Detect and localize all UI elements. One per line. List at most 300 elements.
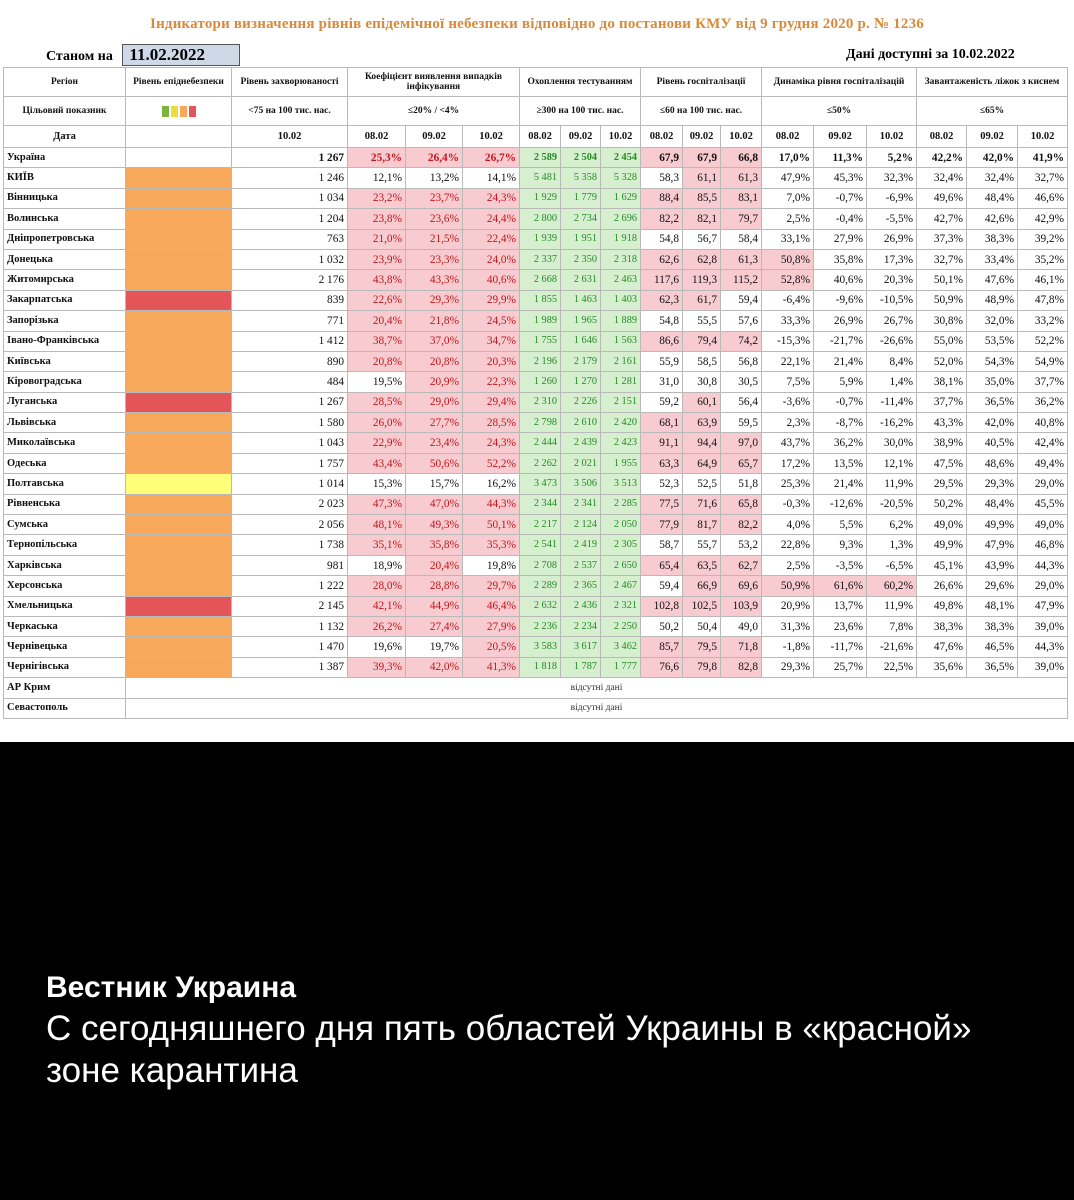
- dynamics-value: 22,5%: [867, 657, 917, 677]
- dynamics-value: 11,3%: [814, 148, 867, 168]
- detection-value: 46,4%: [463, 596, 520, 616]
- date-cell: 08.02: [762, 126, 814, 148]
- hospitalization-value: 59,4: [641, 576, 683, 596]
- region-name: Полтавська: [4, 474, 126, 494]
- dynamics-value: 7,0%: [762, 188, 814, 208]
- dynamics-value: -0,3%: [762, 494, 814, 514]
- table-row: [4, 535, 1068, 555]
- incidence-value: 2 023: [232, 494, 348, 514]
- date-cell: 10.02: [601, 126, 641, 148]
- testing-value: 2 467: [601, 576, 641, 596]
- hospitalization-value: 102,8: [641, 596, 683, 616]
- danger-level-swatch: [126, 596, 232, 616]
- table-row: [4, 433, 1068, 453]
- region-name: КИЇВ: [4, 168, 126, 188]
- detection-value: 38,7%: [348, 331, 406, 351]
- table-row: [4, 311, 1068, 331]
- detection-value: 22,6%: [348, 290, 406, 310]
- detection-value: 15,3%: [348, 474, 406, 494]
- danger-level-swatch: [126, 148, 232, 168]
- region-name: Чернігівська: [4, 657, 126, 677]
- testing-value: 2 463: [601, 270, 641, 290]
- dynamics-value: -0,7%: [814, 188, 867, 208]
- detection-value: 26,7%: [463, 148, 520, 168]
- dynamics-value: 20,3%: [867, 270, 917, 290]
- detection-value: 42,0%: [406, 657, 463, 677]
- hospitalization-value: 57,6: [721, 311, 762, 331]
- oxygen-beds-value: 36,5%: [967, 392, 1018, 412]
- dynamics-value: 50,8%: [762, 249, 814, 269]
- danger-level-swatch: [126, 616, 232, 636]
- table-row: [4, 637, 1068, 657]
- indicators-table: [3, 67, 1068, 719]
- region-name: Сумська: [4, 515, 126, 535]
- table-row: [4, 331, 1068, 351]
- dynamics-value: 2,5%: [762, 209, 814, 229]
- region-name: Харківська: [4, 555, 126, 575]
- region-name: Одеська: [4, 453, 126, 473]
- legend-square-orange: [180, 106, 187, 117]
- oxygen-beds-value: 53,5%: [967, 331, 1018, 351]
- detection-value: 26,2%: [348, 616, 406, 636]
- oxygen-beds-value: 44,3%: [1018, 637, 1068, 657]
- incidence-value: 1 043: [232, 433, 348, 453]
- dynamics-value: 11,9%: [867, 474, 917, 494]
- oxygen-beds-value: 47,9%: [1018, 596, 1068, 616]
- testing-value: 2 310: [520, 392, 561, 412]
- detection-value: 21,8%: [406, 311, 463, 331]
- no-data-text: відсутні дані: [126, 678, 1068, 698]
- oxygen-beds-value: 29,5%: [917, 474, 967, 494]
- dynamics-value: -11,7%: [814, 637, 867, 657]
- hospitalization-value: 66,9: [683, 576, 721, 596]
- hospitalization-value: 65,8: [721, 494, 762, 514]
- table-row: [4, 148, 1068, 168]
- detection-value: 20,4%: [348, 311, 406, 331]
- oxygen-beds-value: 37,7%: [1018, 372, 1068, 392]
- hospitalization-value: 60,1: [683, 392, 721, 412]
- oxygen-beds-value: 54,9%: [1018, 351, 1068, 371]
- target-row: [4, 97, 1068, 126]
- detection-value: 24,5%: [463, 311, 520, 331]
- hospitalization-value: 79,8: [683, 657, 721, 677]
- oxygen-beds-value: 46,5%: [967, 637, 1018, 657]
- region-name: Запорізька: [4, 311, 126, 331]
- table-row: [4, 596, 1068, 616]
- detection-value: 35,8%: [406, 535, 463, 555]
- legend-square-green: [162, 106, 169, 117]
- region-name: Волинська: [4, 209, 126, 229]
- dynamics-value: -5,5%: [867, 209, 917, 229]
- oxygen-beds-value: 49,0%: [917, 515, 967, 535]
- as-of-label: Станом на: [46, 49, 113, 64]
- oxygen-beds-value: 37,7%: [917, 392, 967, 412]
- incidence-value: 1 412: [232, 331, 348, 351]
- dynamics-value: -21,6%: [867, 637, 917, 657]
- dynamics-value: 17,3%: [867, 249, 917, 269]
- dynamics-value: 2,3%: [762, 413, 814, 433]
- hospitalization-value: 77,9: [641, 515, 683, 535]
- testing-value: 2 589: [520, 148, 561, 168]
- detection-value: 43,8%: [348, 270, 406, 290]
- oxygen-beds-value: 55,0%: [917, 331, 967, 351]
- detection-value: 28,0%: [348, 576, 406, 596]
- detection-value: 19,6%: [348, 637, 406, 657]
- table-row: [4, 372, 1068, 392]
- legend-color-squares: [126, 97, 232, 126]
- hospitalization-value: 63,3: [641, 453, 683, 473]
- testing-value: 3 462: [601, 637, 641, 657]
- danger-level-swatch: [126, 657, 232, 677]
- header-hospitalization: Рівень госпіталізації: [641, 68, 762, 97]
- detection-value: 28,8%: [406, 576, 463, 596]
- dynamics-value: -15,3%: [762, 331, 814, 351]
- hospitalization-value: 117,6: [641, 270, 683, 290]
- target-detection: ≤20% / <4%: [348, 97, 520, 126]
- hospitalization-value: 56,8: [721, 351, 762, 371]
- testing-value: 2 610: [561, 413, 601, 433]
- detection-value: 25,3%: [348, 148, 406, 168]
- detection-value: 13,2%: [406, 168, 463, 188]
- oxygen-beds-value: 30,8%: [917, 311, 967, 331]
- hospitalization-value: 58,7: [641, 535, 683, 555]
- testing-value: 2 420: [601, 413, 641, 433]
- testing-value: 2 226: [561, 392, 601, 412]
- as-of-block: [46, 44, 240, 66]
- dynamics-value: 6,2%: [867, 515, 917, 535]
- detection-value: 27,7%: [406, 413, 463, 433]
- oxygen-beds-value: 43,3%: [917, 413, 967, 433]
- dynamics-value: -11,4%: [867, 392, 917, 412]
- dynamics-value: -16,2%: [867, 413, 917, 433]
- header-incidence: Рівень захворюваності: [232, 68, 348, 97]
- detection-value: 20,8%: [348, 351, 406, 371]
- danger-level-swatch: [126, 413, 232, 433]
- dynamics-value: 17,2%: [762, 453, 814, 473]
- dynamics-value: 7,5%: [762, 372, 814, 392]
- oxygen-beds-value: 42,0%: [967, 413, 1018, 433]
- incidence-value: 839: [232, 290, 348, 310]
- hospitalization-value: 59,2: [641, 392, 683, 412]
- date-incidence: 10.02: [232, 126, 348, 148]
- oxygen-beds-value: 42,7%: [917, 209, 967, 229]
- hospitalization-value: 59,5: [721, 413, 762, 433]
- region-name: Тернопільська: [4, 535, 126, 555]
- oxygen-beds-value: 48,6%: [967, 453, 1018, 473]
- hospitalization-value: 76,6: [641, 657, 683, 677]
- dynamics-value: 31,3%: [762, 616, 814, 636]
- testing-value: 2 321: [601, 596, 641, 616]
- oxygen-beds-value: 35,6%: [917, 657, 967, 677]
- oxygen-beds-value: 38,3%: [967, 229, 1018, 249]
- region-name: Львівська: [4, 413, 126, 433]
- oxygen-beds-value: 46,6%: [1018, 188, 1068, 208]
- oxygen-beds-value: 42,2%: [917, 148, 967, 168]
- detection-value: 18,9%: [348, 555, 406, 575]
- hospitalization-value: 66,8: [721, 148, 762, 168]
- testing-value: 2 236: [520, 616, 561, 636]
- danger-level-swatch: [126, 535, 232, 555]
- hospitalization-value: 63,9: [683, 413, 721, 433]
- incidence-value: 1 246: [232, 168, 348, 188]
- oxygen-beds-value: 42,0%: [967, 148, 1018, 168]
- table-row: [4, 229, 1068, 249]
- oxygen-beds-value: 49,8%: [917, 596, 967, 616]
- oxygen-beds-value: 39,0%: [1018, 616, 1068, 636]
- danger-level-swatch: [126, 209, 232, 229]
- danger-level-swatch: [126, 555, 232, 575]
- oxygen-beds-value: 39,2%: [1018, 229, 1068, 249]
- table-row: [4, 188, 1068, 208]
- hospitalization-value: 58,4: [721, 229, 762, 249]
- detection-value: 44,3%: [463, 494, 520, 514]
- region-name: Кіровоградська: [4, 372, 126, 392]
- date-label: Дата: [4, 126, 126, 148]
- hospitalization-value: 71,6: [683, 494, 721, 514]
- target-testing: ≥300 на 100 тис. нас.: [520, 97, 641, 126]
- date-cell: 08.02: [520, 126, 561, 148]
- region-name: Черкаська: [4, 616, 126, 636]
- header-dynamics: Динаміка рівня госпіталізацій: [762, 68, 917, 97]
- no-data-text: відсутні дані: [126, 698, 1068, 718]
- incidence-value: 1 580: [232, 413, 348, 433]
- dynamics-value: 52,8%: [762, 270, 814, 290]
- oxygen-beds-value: 32,0%: [967, 311, 1018, 331]
- incidence-value: 1 387: [232, 657, 348, 677]
- no-data-row: [4, 698, 1068, 718]
- hospitalization-value: 82,2: [721, 515, 762, 535]
- testing-value: 2 344: [520, 494, 561, 514]
- testing-value: 2 798: [520, 413, 561, 433]
- dynamics-value: 5,2%: [867, 148, 917, 168]
- oxygen-beds-value: 48,9%: [967, 290, 1018, 310]
- oxygen-beds-value: 42,9%: [1018, 209, 1068, 229]
- dynamics-value: -8,7%: [814, 413, 867, 433]
- table-row: [4, 515, 1068, 535]
- detection-value: 15,7%: [406, 474, 463, 494]
- hospitalization-value: 79,7: [721, 209, 762, 229]
- table-row: [4, 657, 1068, 677]
- detection-value: 26,4%: [406, 148, 463, 168]
- hospitalization-value: 50,4: [683, 616, 721, 636]
- testing-value: 1 463: [561, 290, 601, 310]
- dynamics-value: 26,9%: [867, 229, 917, 249]
- testing-value: 2 151: [601, 392, 641, 412]
- dynamics-value: 33,3%: [762, 311, 814, 331]
- danger-level-swatch: [126, 229, 232, 249]
- date-cell: 09.02: [406, 126, 463, 148]
- testing-value: 3 513: [601, 474, 641, 494]
- detection-value: 21,0%: [348, 229, 406, 249]
- incidence-value: 484: [232, 372, 348, 392]
- dynamics-value: 1,4%: [867, 372, 917, 392]
- testing-value: 2 419: [561, 535, 601, 555]
- oxygen-beds-value: 47,8%: [1018, 290, 1068, 310]
- dynamics-value: 5,5%: [814, 515, 867, 535]
- incidence-value: 1 267: [232, 392, 348, 412]
- danger-level-swatch: [126, 331, 232, 351]
- oxygen-beds-value: 40,5%: [967, 433, 1018, 453]
- hospitalization-value: 59,4: [721, 290, 762, 310]
- hospitalization-value: 55,5: [683, 311, 721, 331]
- detection-value: 49,3%: [406, 515, 463, 535]
- dynamics-value: -0,7%: [814, 392, 867, 412]
- oxygen-beds-value: 44,3%: [1018, 555, 1068, 575]
- incidence-value: 2 056: [232, 515, 348, 535]
- table-row: [4, 494, 1068, 514]
- target-oxygen-beds: ≤65%: [917, 97, 1068, 126]
- incidence-value: 1 032: [232, 249, 348, 269]
- dynamics-value: 21,4%: [814, 351, 867, 371]
- hospitalization-value: 62,7: [721, 555, 762, 575]
- oxygen-beds-value: 47,6%: [917, 637, 967, 657]
- hospitalization-value: 50,2: [641, 616, 683, 636]
- hospitalization-value: 54,8: [641, 311, 683, 331]
- dynamics-value: 5,9%: [814, 372, 867, 392]
- dynamics-value: 23,6%: [814, 616, 867, 636]
- hospitalization-value: 56,4: [721, 392, 762, 412]
- detection-value: 42,1%: [348, 596, 406, 616]
- table-row: [4, 249, 1068, 269]
- hospitalization-value: 82,1: [683, 209, 721, 229]
- detection-value: 20,4%: [406, 555, 463, 575]
- dynamics-value: 26,9%: [814, 311, 867, 331]
- oxygen-beds-value: 35,0%: [967, 372, 1018, 392]
- dynamics-value: 30,0%: [867, 433, 917, 453]
- danger-level-swatch: [126, 637, 232, 657]
- incidence-value: 1 267: [232, 148, 348, 168]
- danger-level-swatch: [126, 474, 232, 494]
- hospitalization-value: 68,1: [641, 413, 683, 433]
- danger-level-swatch: [126, 168, 232, 188]
- incidence-value: 1 204: [232, 209, 348, 229]
- hospitalization-value: 51,8: [721, 474, 762, 494]
- hospitalization-value: 102,5: [683, 596, 721, 616]
- table-row: [4, 576, 1068, 596]
- oxygen-beds-value: 32,4%: [917, 168, 967, 188]
- date-cell: 09.02: [683, 126, 721, 148]
- table-row: [4, 168, 1068, 188]
- oxygen-beds-value: 29,0%: [1018, 576, 1068, 596]
- detection-value: 27,9%: [463, 616, 520, 636]
- detection-value: 28,5%: [348, 392, 406, 412]
- hospitalization-value: 61,3: [721, 249, 762, 269]
- detection-value: 21,5%: [406, 229, 463, 249]
- dynamics-value: 13,5%: [814, 453, 867, 473]
- detection-value: 29,4%: [463, 392, 520, 412]
- dynamics-value: -6,4%: [762, 290, 814, 310]
- testing-value: 1 855: [520, 290, 561, 310]
- dynamics-value: -10,5%: [867, 290, 917, 310]
- hospitalization-value: 65,7: [721, 453, 762, 473]
- oxygen-beds-value: 36,2%: [1018, 392, 1068, 412]
- region-name: Вінницька: [4, 188, 126, 208]
- region-name: Чернівецька: [4, 637, 126, 657]
- detection-value: 40,6%: [463, 270, 520, 290]
- dynamics-value: 1,3%: [867, 535, 917, 555]
- testing-value: 2 350: [561, 249, 601, 269]
- dynamics-value: 22,8%: [762, 535, 814, 555]
- incidence-value: 771: [232, 311, 348, 331]
- testing-value: 2 696: [601, 209, 641, 229]
- danger-level-swatch: [126, 372, 232, 392]
- detection-value: 50,1%: [463, 515, 520, 535]
- oxygen-beds-value: 38,1%: [917, 372, 967, 392]
- oxygen-beds-value: 47,9%: [967, 535, 1018, 555]
- oxygen-beds-value: 42,4%: [1018, 433, 1068, 453]
- detection-value: 19,7%: [406, 637, 463, 657]
- hospitalization-value: 86,6: [641, 331, 683, 351]
- oxygen-beds-value: 38,3%: [917, 616, 967, 636]
- dynamics-value: -3,6%: [762, 392, 814, 412]
- oxygen-beds-value: 47,6%: [967, 270, 1018, 290]
- table-row: [4, 290, 1068, 310]
- region-name: Закарпатська: [4, 290, 126, 310]
- incidence-value: 1 738: [232, 535, 348, 555]
- hospitalization-value: 83,1: [721, 188, 762, 208]
- testing-value: 2 234: [561, 616, 601, 636]
- detection-value: 29,7%: [463, 576, 520, 596]
- table-row: [4, 413, 1068, 433]
- dynamics-value: 50,9%: [762, 576, 814, 596]
- testing-value: 2 318: [601, 249, 641, 269]
- detection-value: 24,3%: [463, 433, 520, 453]
- testing-value: 5 358: [561, 168, 601, 188]
- incidence-value: 1 757: [232, 453, 348, 473]
- dynamics-value: -12,6%: [814, 494, 867, 514]
- date-cell: 09.02: [967, 126, 1018, 148]
- oxygen-beds-value: 49,4%: [1018, 453, 1068, 473]
- testing-value: 1 951: [561, 229, 601, 249]
- testing-value: 2 537: [561, 555, 601, 575]
- testing-value: 2 050: [601, 515, 641, 535]
- testing-value: 2 285: [601, 494, 641, 514]
- testing-value: 2 337: [520, 249, 561, 269]
- hospitalization-value: 58,5: [683, 351, 721, 371]
- date-cell: 10.02: [867, 126, 917, 148]
- dynamics-value: 11,9%: [867, 596, 917, 616]
- dynamics-value: 40,6%: [814, 270, 867, 290]
- hospitalization-value: 82,8: [721, 657, 762, 677]
- detection-value: 19,8%: [463, 555, 520, 575]
- hospitalization-value: 94,4: [683, 433, 721, 453]
- hospitalization-value: 69,6: [721, 576, 762, 596]
- date-cell: 09.02: [561, 126, 601, 148]
- detection-value: 28,5%: [463, 413, 520, 433]
- date-empty-cell: [126, 126, 232, 148]
- hospitalization-value: 54,8: [641, 229, 683, 249]
- hospitalization-value: 62,8: [683, 249, 721, 269]
- oxygen-beds-value: 33,4%: [967, 249, 1018, 269]
- hospitalization-value: 63,5: [683, 555, 721, 575]
- testing-value: 1 787: [561, 657, 601, 677]
- danger-level-swatch: [126, 188, 232, 208]
- incidence-value: 2 145: [232, 596, 348, 616]
- table-row: [4, 209, 1068, 229]
- region-name: Івано-Франківська: [4, 331, 126, 351]
- testing-value: 2 668: [520, 270, 561, 290]
- testing-value: 3 583: [520, 637, 561, 657]
- table-row: [4, 392, 1068, 412]
- dynamics-value: 9,3%: [814, 535, 867, 555]
- dynamics-value: 8,4%: [867, 351, 917, 371]
- dynamics-value: 12,1%: [867, 453, 917, 473]
- hospitalization-value: 67,9: [683, 148, 721, 168]
- danger-level-swatch: [126, 290, 232, 310]
- testing-value: 2 454: [601, 148, 641, 168]
- testing-value: 5 328: [601, 168, 641, 188]
- news-source: Вестник Украина: [46, 971, 297, 1004]
